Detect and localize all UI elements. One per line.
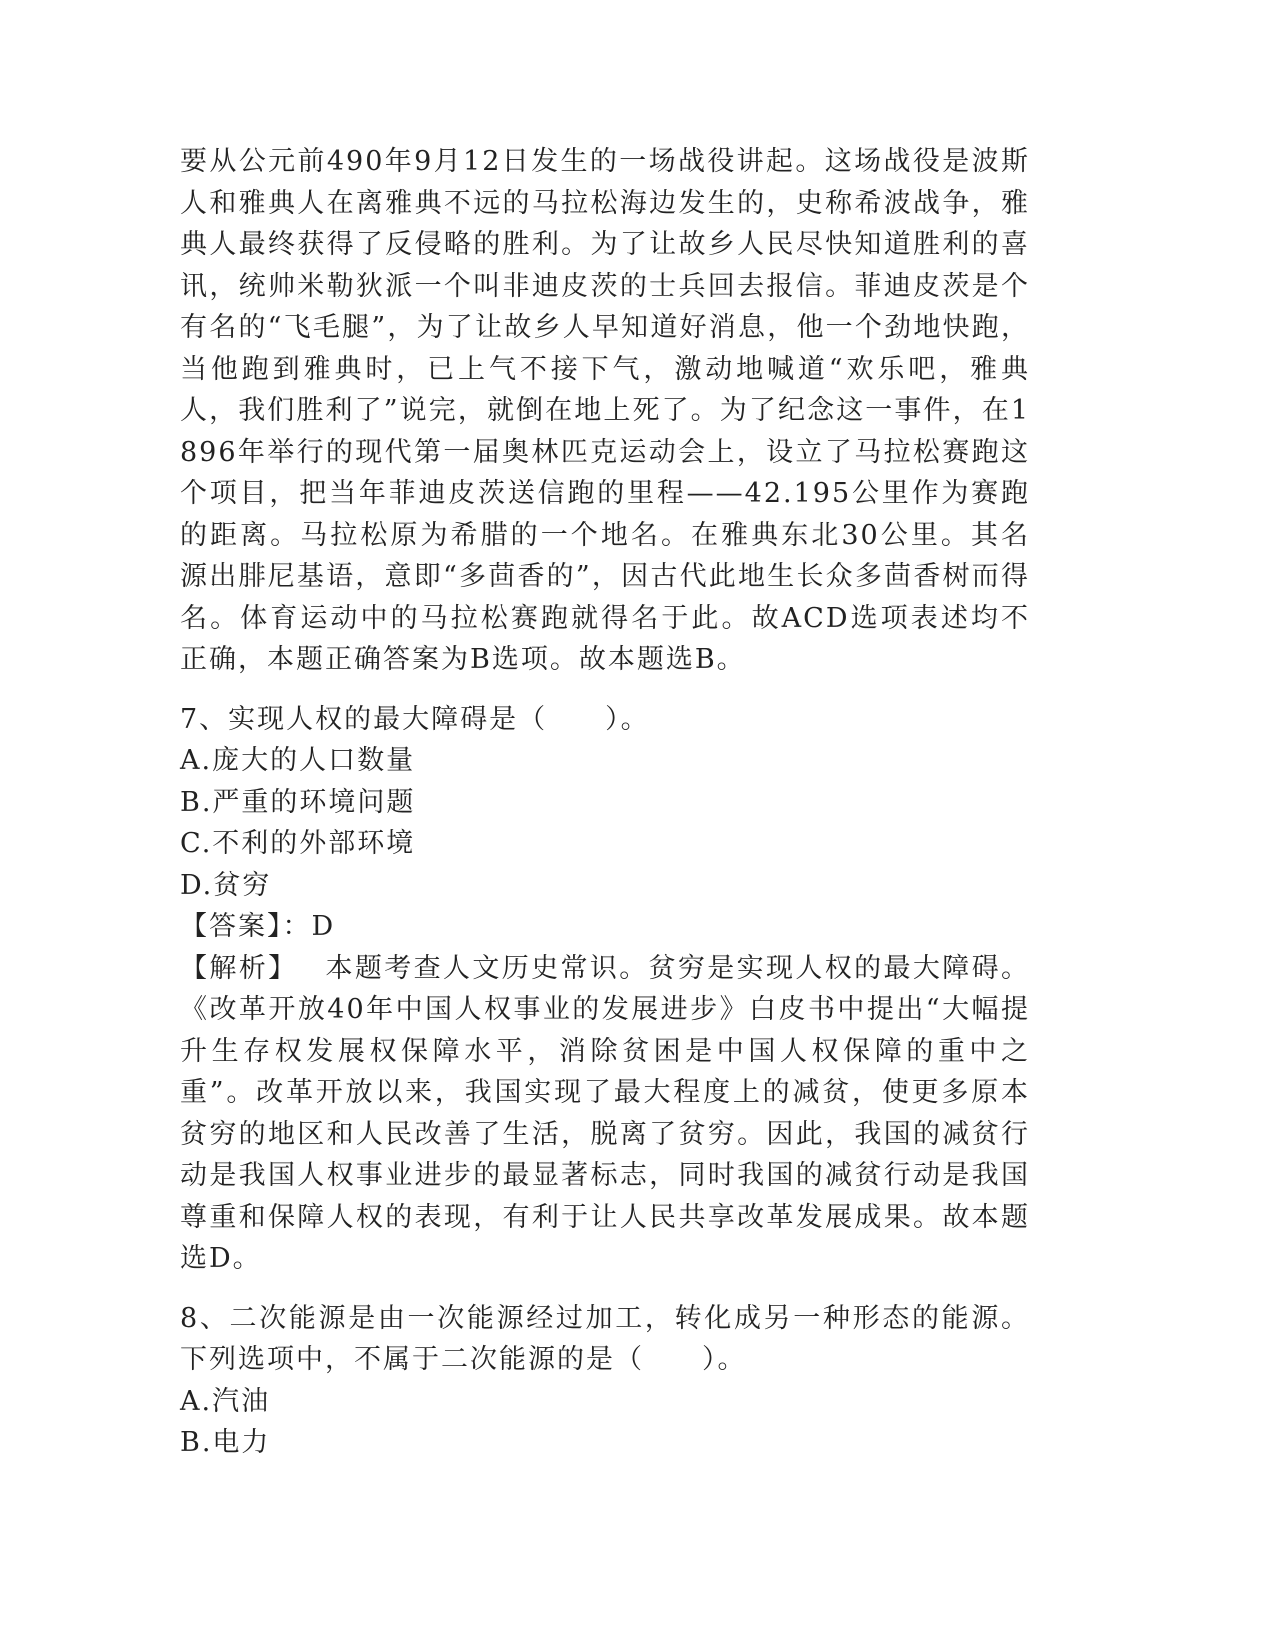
question-7-option-b: B.严重的环境问题: [180, 786, 416, 818]
question-7-option-a: A.庞大的人口数量: [180, 745, 416, 776]
question-7-option-d: D.贫穷: [180, 869, 272, 901]
previous-answer-analysis: 要从公元前490年9月12日发生的一场战役讲起。这场战役是波斯人和雅典人在离雅典不远的马拉松海边发生的，史称希波战争，雅典人最终获得了反侵略的胜利。为了让故乡人民尽快知道胜利的喜讯，统帅米勒狄派一个叫非迪皮茨的士兵回去报信。菲迪皮茨是个有名的“飞毛腿”，为了让故乡人早知道好消息，他一个劲地快跑，当他跑到雅典时，已上气不接下气，激动地喊道“欢乐吧，雅典人，我们胜利了”说完，就倒在地上死了。为了纪念这一事件，在1896年举行的现代第一届奥林匹克运动会上，设立了马拉松赛跑这个项目，把当年菲迪皮茨送信跑的里程——42.195公里作为赛跑的距离。马拉松原为希腊的一个地名。在雅典东北30公里。其名源出腓尼基语，意即“多茴香的”，因古代此地生长众多茴香树而得名。体育运动中的马拉松赛跑就得名于此。故ACD选项表述均不正确，本题正确答案为B选项。故本题选B。: [180, 146, 1030, 675]
section-gap: [180, 1280, 1030, 1298]
question-8: [180, 1298, 1030, 1464]
question-8-option-b: B.电力: [180, 1427, 271, 1458]
answer-value: ：D: [282, 911, 336, 942]
question-7: [180, 699, 1030, 1280]
document-page: [180, 141, 1030, 1464]
answer-label: 【答案】: [180, 911, 283, 942]
question-7-option-c: C.不利的外部环境: [180, 828, 416, 859]
question-7-stem: 7、实现人权的最大障碍是（ ）。: [180, 703, 650, 735]
question-8-option-a: A.汽油: [180, 1385, 271, 1417]
analysis-text: 本题考查人文历史常识。贫穷是实现人权的最大障碍。《改革开放40年中国人权事业的发展进步》白皮书中提出“大幅提升生存权发展权保障水平，消除贫困是中国人权保障的重中之重”。改革开放以来，我国实现了最大程度上的减贫，使更多原本贫穷的地区和人民改善了生活，脱离了贫穷。因此，我国的减贫行动是我国人权事业进步的最显著标志，同时我国的减贫行动是我国尊重和保障人权的表现，有利于让人民共享改革发展成果。故本题选D。: [180, 952, 1031, 1274]
analysis-label: 【解析】: [180, 952, 298, 984]
question-7-answer: [180, 906, 1030, 948]
question-7-analysis: [180, 948, 1030, 1280]
section-gap: [180, 681, 1030, 699]
question-8-stem: 8、二次能源是由一次能源经过加工，转化成另一种形态的能源。下列选项中，不属于二次能源的是（ ）。: [180, 1302, 1030, 1375]
